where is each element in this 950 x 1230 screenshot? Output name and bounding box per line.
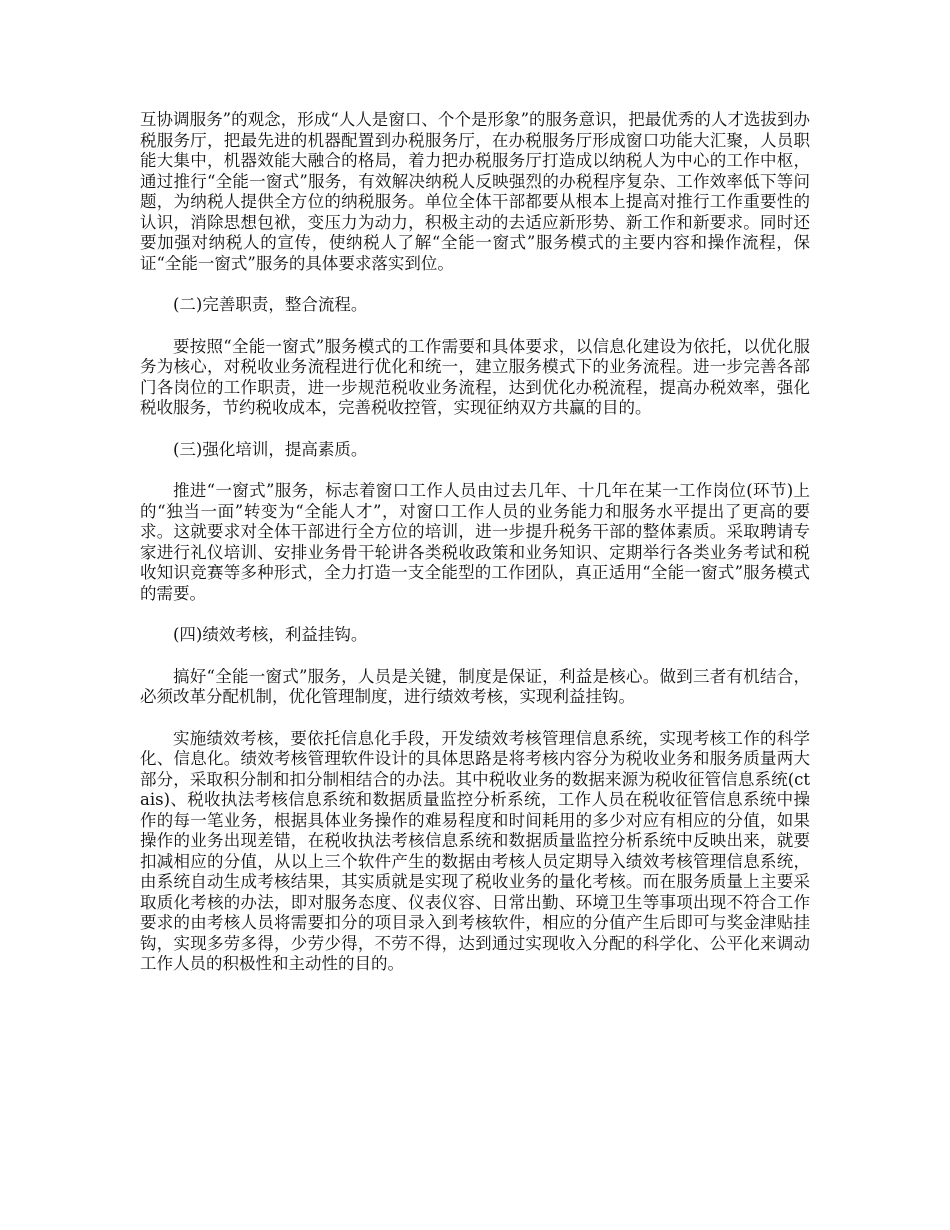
paragraph-process-optimization: 要按照“全能一窗式”服务模式的工作需要和具体要求，以信息化建设为依托，以优化服务为核心，对税收业务流程进行优化和统一，建立服务模式下的业务流程。进一步完善各部门各岗位的工作职责，进一步规范税收业务流程，达到优化办税流程，提高办税效率，强化税收服务，节约税收成本，完善税收控管，实现征纳双方共赢的目的。: [140, 336, 810, 417]
paragraph-incentive-link: 搞好“全能一窗式”服务，人员是关键，制度是保证，利益是核心。做到三者有机结合，必须改革分配机制，优化管理制度，进行绩效考核，实现利益挂钩。: [140, 666, 810, 706]
paragraph-performance-evaluation: 实施绩效考核，要依托信息化手段，开发绩效考核管理信息系统，实现考核工作的科学化、信息化。绩效考核管理软件设计的具体思路是将考核内容分为税收业务和服务质量两大部分，采取积分制和扣分制相结合的办法。其中税收业务的数据来源为税收征管信息系统(ctais)、税收执法考核信息系统和数据质量监控分析系统，工作人员在税收征管信息系统中操作的每一笔业务，根据具体业务操作的难易程度和时间耗用的多少对应有相应的分值，如果操作的业务出现差错，在税收执法考核信息系统和数据质量监控分析系统中反映出来，就要扣减相应的分值，从以上三个软件产生的数据由考核人员定期导入绩效考核管理信息系统，由系统自动生成考核结果，其实质就是实现了税收业务的量化考核。而在服务质量上主要采取质化考核的办法，即对服务态度、仪表仪容、日常出勤、环境卫生等事项出现不符合工作要求的由考核人员将需要扣分的项目录入到考核软件，相应的分值产生后即可与奖金津贴挂钩，实现多劳多得，少劳少得，不劳不得，达到通过实现收入分配的科学化、公平化来调动工作人员的积极性和主动性的目的。: [140, 728, 810, 973]
section-heading-4: (四)绩效考核，利益挂钩。: [173, 625, 368, 644]
document-body: [140, 110, 810, 996]
paragraph-service-concept: 互协调服务”的观念，形成“人人是窗口、个个是形象”的服务意识，把最优秀的人才选拔到办税服务厅，把最先进的机器配置到办税服务厅，在办税服务厅形成窗口功能大汇聚，人员职能大集中，机器效能大融合的格局，着力把办税服务厅打造成以纳税人为中心的工作中枢，通过推行“全能一窗式”服务，有效解决纳税人反映强烈的办税程序复杂、工作效率低下等问题，为纳税人提供全方位的纳税服务。单位全体干部都要从根本上提高对推行工作重要性的认识，消除思想包袱，变压力为动力，积极主动的去适应新形势、新工作和新要求。同时还要加强对纳税人的宣传，使纳税人了解“全能一窗式”服务模式的主要内容和操作流程，保证“全能一窗式”服务的具体要求落实到位。: [140, 110, 810, 273]
section-heading-2: (二)完善职责，整合流程。: [173, 295, 368, 314]
paragraph-training: 推进“一窗式”服务，标志着窗口工作人员由过去几年、十几年在某一工作岗位(环节)上的“独当一面”转变为“全能人才”，对窗口工作人员的业务能力和服务水平提出了更高的要求。这就要求对全体干部进行全方位的培训，进一步提升税务干部的整体素质。采取聘请专家进行礼仪培训、安排业务骨干轮讲各类税收政策和业务知识、定期举行各类业务考试和税收知识竞赛等多种形式，全力打造一支全能型的工作团队，真正适用“全能一窗式”服务模式的需要。: [140, 481, 810, 603]
section-heading-3: (三)强化培训，提高素质。: [173, 439, 368, 459]
